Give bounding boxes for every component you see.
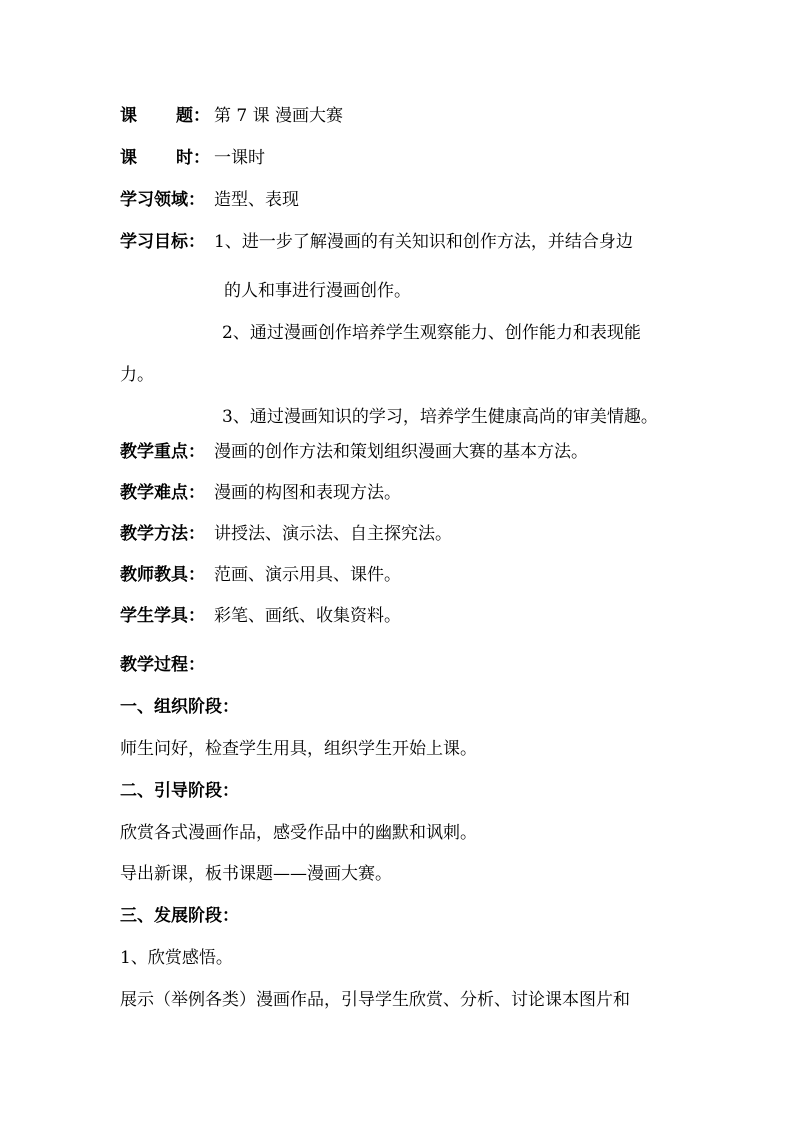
hours-value: 一课时	[214, 148, 265, 168]
key-value: 漫画的创作方法和策划组织漫画大赛的基本方法。	[214, 442, 588, 462]
teacher-tools-label: 教师教具：	[120, 565, 205, 585]
stage2-heading: 二、引导阶段：	[120, 781, 239, 801]
topic-value: 第 7 课 漫画大赛	[214, 106, 344, 126]
stage1-heading: 一、组织阶段：	[120, 697, 239, 717]
goal2-line2: 力。	[120, 365, 154, 385]
goal2-line1: 2、通过漫画创作培养学生观察能力、创作能力和表现能	[222, 323, 641, 343]
student-tools-value: 彩笔、画纸、收集资料。	[214, 606, 401, 626]
goal1-line1: 1、进一步了解漫画的有关知识和创作方法，并结合身边	[214, 232, 633, 252]
hours-label-char2: 时：	[176, 148, 210, 168]
method-label: 教学方法：	[120, 524, 205, 544]
goal3: 3、通过漫画知识的学习，培养学生健康高尚的审美情趣。	[222, 407, 658, 427]
method-value: 讲授法、演示法、自主探究法。	[214, 524, 452, 544]
stage2-text1: 欣赏各式漫画作品，感受作品中的幽默和讽刺。	[120, 823, 477, 843]
process-heading: 教学过程：	[120, 655, 205, 675]
domain-label: 学习领域：	[120, 190, 205, 210]
goals-label: 学习目标：	[120, 232, 205, 252]
hours-label-char1: 课	[120, 148, 137, 168]
stage3-text: 展示（举例各类）漫画作品，引导学生欣赏、分析、讨论课本图片和	[120, 990, 630, 1010]
difficulty-value: 漫画的构图和表现方法。	[214, 483, 401, 503]
stage1-text: 师生问好，检查学生用具，组织学生开始上课。	[120, 739, 477, 759]
goal1-line2: 的人和事进行漫画创作。	[224, 281, 411, 301]
stage3-heading: 三、发展阶段：	[120, 906, 239, 926]
key-label: 教学重点：	[120, 442, 205, 462]
difficulty-label: 教学难点：	[120, 483, 205, 503]
domain-value: 造型、表现	[214, 190, 299, 210]
stage2-text2: 导出新课，板书课题——漫画大赛。	[120, 864, 392, 884]
stage3-item1: 1、欣赏感悟。	[120, 948, 233, 968]
student-tools-label: 学生学具：	[120, 606, 205, 626]
topic-label-char1: 课	[120, 106, 137, 126]
teacher-tools-value: 范画、演示用具、课件。	[214, 565, 401, 585]
topic-label-char2: 题：	[176, 106, 210, 126]
